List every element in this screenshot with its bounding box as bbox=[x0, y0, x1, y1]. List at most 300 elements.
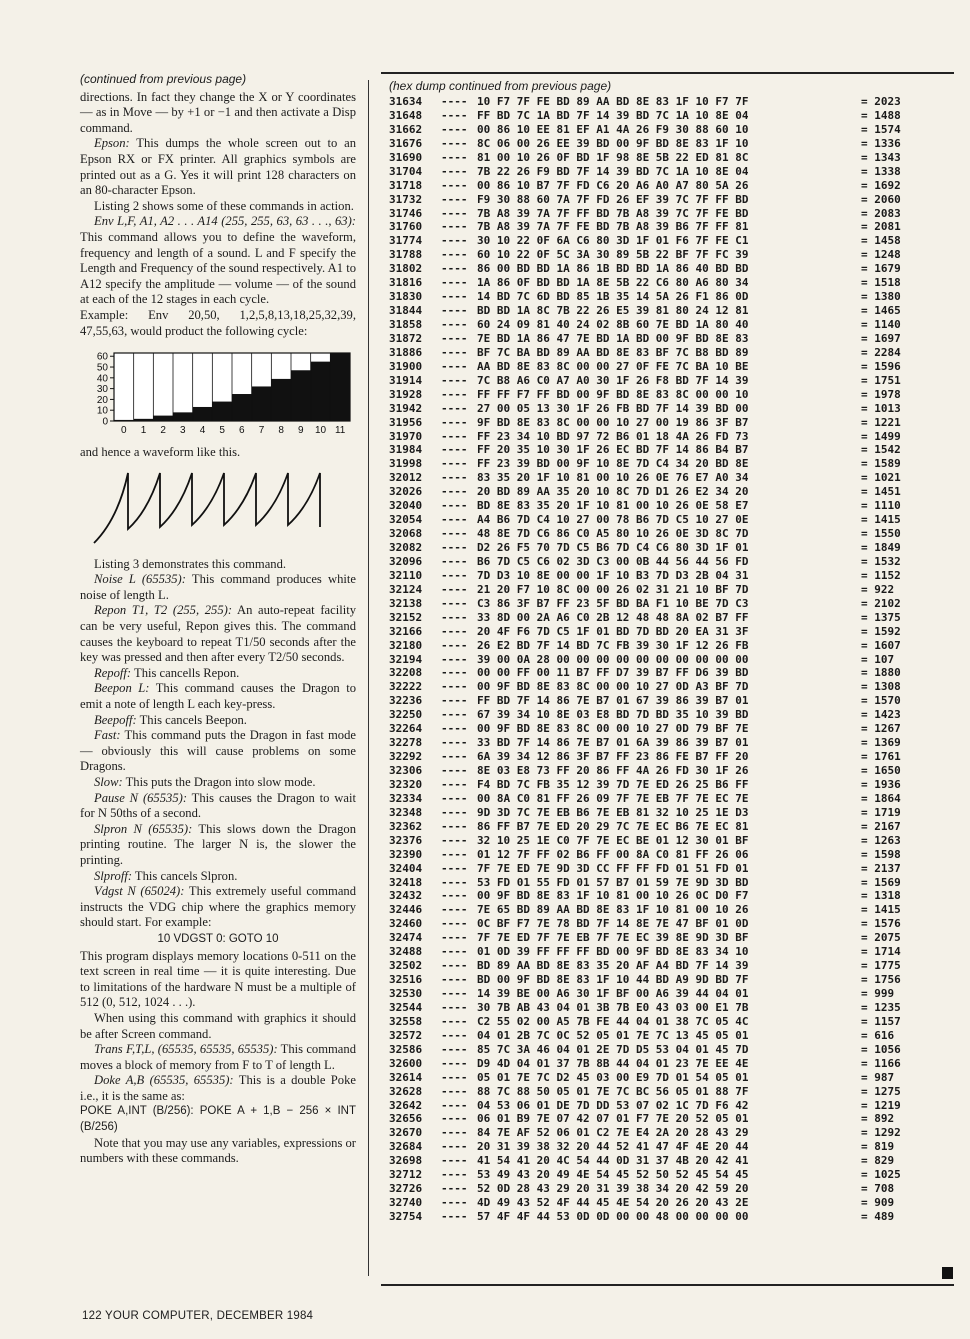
row-separator: ---- bbox=[441, 1168, 468, 1182]
row-separator: ---- bbox=[441, 164, 468, 178]
row-separator: ---- bbox=[441, 1084, 468, 1098]
row-checksum: = 1318 bbox=[861, 889, 901, 903]
command-name: Slow: bbox=[94, 775, 123, 789]
row-address: 32278 bbox=[389, 736, 423, 750]
row-bytes: 7C B8 A6 C0 A7 A0 30 1F 26 F8 BD 7F 14 39 bbox=[477, 373, 749, 387]
row-bytes: 9F BD 8E 83 8C 00 00 10 27 00 19 86 3F B7 bbox=[477, 415, 749, 429]
row-checksum: = 1415 bbox=[861, 903, 901, 917]
row-checksum: = 922 bbox=[861, 582, 895, 596]
row-checksum: = 1263 bbox=[861, 833, 901, 847]
row-bytes: 21 20 F7 10 8C 00 00 26 02 31 21 10 BF 7D bbox=[477, 582, 749, 596]
row-checksum: = 1013 bbox=[861, 401, 901, 415]
row-bytes: FF BD 7C 1A BD 7F 14 39 BD 7C 1A 10 8E 04 bbox=[477, 108, 749, 122]
page-footer: 122 YOUR COMPUTER, DECEMBER 1984 bbox=[82, 1310, 314, 1322]
row-checksum: = 1336 bbox=[861, 136, 901, 150]
row-bytes: 48 8E 7D C6 86 C0 A5 80 10 26 0E 3D 8C 7D bbox=[477, 527, 749, 541]
command-desc: This command moves a block of memory from F to T of length L. bbox=[80, 1042, 356, 1072]
hex-dump-row bbox=[389, 402, 954, 416]
row-address: 32404 bbox=[389, 861, 423, 875]
row-checksum: = 1458 bbox=[861, 234, 901, 248]
row-bytes: B6 7D C5 C6 02 3D C3 00 0B 44 56 44 56 FD bbox=[477, 554, 749, 568]
command-name: Epson: bbox=[94, 136, 130, 151]
row-separator: ---- bbox=[441, 234, 468, 248]
x-tick-label: 5 bbox=[219, 425, 225, 437]
row-address: 32152 bbox=[389, 610, 423, 624]
hex-dump-row bbox=[389, 430, 954, 444]
hex-dump-row bbox=[389, 820, 954, 834]
row-checksum: = 1248 bbox=[861, 248, 901, 262]
hex-dump-row bbox=[389, 416, 954, 430]
row-address: 32292 bbox=[389, 750, 423, 764]
hex-dump-row bbox=[389, 276, 954, 290]
row-address: 31886 bbox=[389, 345, 423, 359]
row-checksum: = 1423 bbox=[861, 708, 901, 722]
row-checksum: = 1219 bbox=[861, 1098, 901, 1112]
x-tick-label: 7 bbox=[258, 425, 265, 437]
beepoff-entry bbox=[80, 713, 356, 729]
row-bytes: 7B A8 39 7A 7F FF BD 7B A8 39 7C 7F FE BD bbox=[477, 206, 749, 220]
command-name: Vdgst N (65024): bbox=[94, 884, 185, 899]
command-desc: This dumps the whole screen out to an Epson RX or FX printer. All graphics symbols are printed out as a G. Yes it will print 128 characters on an 80-character Epson. bbox=[80, 136, 356, 198]
hex-dump-row bbox=[389, 1168, 954, 1182]
bar bbox=[252, 387, 272, 422]
row-separator: ---- bbox=[441, 401, 468, 415]
row-address: 32026 bbox=[389, 485, 423, 499]
row-separator: ---- bbox=[441, 791, 468, 805]
hex-dump-row bbox=[389, 931, 954, 945]
row-separator: ---- bbox=[441, 722, 468, 736]
sawtooth-waveform-figure bbox=[90, 467, 340, 547]
row-checksum: = 1308 bbox=[861, 680, 901, 694]
row-bytes: 83 35 20 1F 10 81 00 10 26 0E 76 E7 A0 34 bbox=[477, 471, 749, 485]
article-text-column bbox=[80, 72, 356, 1167]
hex-dump-row bbox=[389, 876, 954, 890]
row-bytes: 33 8D 00 2A A6 C0 2B 12 48 48 8A 02 B7 FF bbox=[477, 610, 749, 624]
row-address: 31844 bbox=[389, 304, 423, 318]
hex-dump-row bbox=[389, 1001, 954, 1015]
bottom-rule bbox=[381, 1284, 954, 1286]
row-bytes: 33 BD 7F 14 86 7E B7 01 6A 39 86 39 B7 01 bbox=[477, 736, 749, 750]
hex-dump-row bbox=[389, 959, 954, 973]
command-desc: This slows down the Dragon printing routine. The larger N is, the slower the printing. bbox=[80, 821, 356, 867]
hex-dump-row bbox=[389, 1029, 954, 1043]
row-separator: ---- bbox=[441, 443, 468, 457]
hex-dump-row bbox=[389, 1126, 954, 1140]
row-address: 32712 bbox=[389, 1168, 423, 1182]
row-bytes: 14 BD 7C 6D BD 85 1B 35 14 5A 26 F1 86 0D bbox=[477, 290, 749, 304]
command-name: Env L,F, A1, A2 . . . A14 (255, 255, 63, 63 . . ., 63): bbox=[94, 214, 356, 229]
row-separator: ---- bbox=[441, 220, 468, 234]
command-name: Noise L (65535): bbox=[94, 572, 186, 587]
row-bytes: BD BD 1A 8C 7B 22 26 E5 39 81 80 24 12 81 bbox=[477, 304, 749, 318]
row-checksum: = 1056 bbox=[861, 1042, 901, 1056]
example-paragraph: Example: Env 20,50, 1,2,5,8,13,18,25,32,39, 47,55,63, would product the following cycle: bbox=[80, 307, 356, 338]
row-address: 31676 bbox=[389, 136, 423, 150]
row-address: 32726 bbox=[389, 1182, 423, 1196]
row-bytes: 8E 03 E8 73 FF 20 86 FF 4A 26 FD 30 1F 26 bbox=[477, 764, 749, 777]
row-address: 32068 bbox=[389, 527, 423, 541]
row-separator: ---- bbox=[441, 680, 468, 694]
row-separator: ---- bbox=[441, 777, 468, 791]
row-bytes: BD 89 AA BD 8E 83 35 20 AF A4 BD 7F 14 39 bbox=[477, 959, 749, 973]
row-separator: ---- bbox=[441, 276, 468, 290]
row-separator: ---- bbox=[441, 122, 468, 136]
hex-dump-row bbox=[389, 541, 954, 555]
row-checksum: = 1607 bbox=[861, 638, 901, 652]
row-checksum: = 1518 bbox=[861, 276, 901, 290]
row-separator: ---- bbox=[441, 499, 468, 513]
hex-dump-row bbox=[389, 193, 954, 207]
row-checksum: = 2075 bbox=[861, 931, 901, 945]
row-checksum: = 1221 bbox=[861, 415, 901, 429]
row-checksum: = 2023 bbox=[861, 95, 901, 108]
row-address: 32684 bbox=[389, 1140, 423, 1154]
row-address: 32208 bbox=[389, 666, 423, 680]
bar bbox=[311, 362, 331, 421]
row-address: 32432 bbox=[389, 889, 423, 903]
row-checksum: = 1338 bbox=[861, 164, 901, 178]
waveform-caption: and hence a waveform like this. bbox=[80, 445, 241, 460]
hex-dump-row bbox=[389, 903, 954, 917]
hex-dump-row bbox=[389, 708, 954, 722]
x-tick-label: 3 bbox=[180, 425, 186, 437]
row-checksum: = 892 bbox=[861, 1112, 895, 1126]
row-checksum: = 1756 bbox=[861, 973, 901, 987]
row-address: 32222 bbox=[389, 680, 423, 694]
row-address: 32474 bbox=[389, 931, 423, 945]
row-separator: ---- bbox=[441, 596, 468, 610]
row-address: 32502 bbox=[389, 959, 423, 973]
row-checksum: = 1267 bbox=[861, 722, 901, 736]
row-address: 32362 bbox=[389, 819, 423, 833]
row-checksum: = 1343 bbox=[861, 150, 901, 164]
hex-dump-row bbox=[389, 945, 954, 959]
hex-dump-row bbox=[389, 750, 954, 764]
row-separator: ---- bbox=[441, 1000, 468, 1014]
hex-dump-row bbox=[389, 248, 954, 262]
bar bbox=[232, 394, 252, 421]
row-bytes: 7E 65 BD 89 AA BD 8E 83 1F 10 81 00 10 26 bbox=[477, 903, 749, 917]
hex-dump-row bbox=[389, 778, 954, 792]
row-separator: ---- bbox=[441, 387, 468, 401]
row-checksum: = 1679 bbox=[861, 262, 901, 276]
row-checksum: = 489 bbox=[861, 1210, 895, 1223]
row-bytes: D9 4D 04 01 37 7B 8B 44 04 01 23 7E EE 4E bbox=[477, 1056, 749, 1070]
bar bbox=[212, 402, 232, 421]
row-checksum: = 1570 bbox=[861, 694, 901, 708]
row-separator: ---- bbox=[441, 485, 468, 499]
row-address: 32544 bbox=[389, 1000, 423, 1014]
row-address: 32236 bbox=[389, 694, 423, 708]
hex-dump-row bbox=[389, 666, 954, 680]
row-address: 32754 bbox=[389, 1210, 423, 1223]
row-address: 32110 bbox=[389, 568, 423, 582]
row-bytes: FF 23 34 10 BD 97 72 B6 01 18 4A 26 FD 73 bbox=[477, 429, 749, 443]
row-separator: ---- bbox=[441, 931, 468, 945]
command-desc: This puts the Dragon into slow mode. bbox=[122, 775, 316, 789]
x-tick-label: 10 bbox=[314, 425, 327, 437]
row-address: 31746 bbox=[389, 206, 423, 220]
hex-dump-row bbox=[389, 1043, 954, 1057]
row-separator: ---- bbox=[441, 805, 468, 819]
hex-dump-row bbox=[389, 360, 954, 374]
row-address: 31788 bbox=[389, 248, 423, 262]
row-checksum: = 1576 bbox=[861, 917, 901, 931]
hex-dump-row bbox=[389, 457, 954, 471]
slow-entry bbox=[80, 775, 356, 791]
top-rule bbox=[381, 72, 954, 74]
hex-dump-row bbox=[389, 443, 954, 457]
row-address: 32306 bbox=[389, 764, 423, 777]
hex-dump-row bbox=[389, 109, 954, 123]
row-checksum: = 1021 bbox=[861, 471, 901, 485]
row-bytes: 39 00 0A 28 00 00 00 00 00 00 00 00 00 00 bbox=[477, 652, 749, 666]
hex-dump-row bbox=[389, 151, 954, 165]
row-address: 31942 bbox=[389, 401, 423, 415]
row-separator: ---- bbox=[441, 248, 468, 262]
poke-equivalent-code: POKE A,INT (B/256): POKE A + 1,B − 256 × INT (B/256) bbox=[80, 1105, 356, 1134]
row-separator: ---- bbox=[441, 1182, 468, 1196]
row-separator: ---- bbox=[441, 136, 468, 150]
row-separator: ---- bbox=[441, 889, 468, 903]
hex-dump-row bbox=[389, 137, 954, 151]
row-bytes: 1A 86 0F BD BD 1A 8E 5B 22 C6 80 A6 80 34 bbox=[477, 276, 749, 290]
row-separator: ---- bbox=[441, 1056, 468, 1070]
row-address: 32054 bbox=[389, 513, 423, 527]
command-desc: This cancels Slpron. bbox=[132, 868, 238, 883]
row-checksum: = 1697 bbox=[861, 331, 901, 345]
row-checksum: = 1542 bbox=[861, 443, 901, 457]
row-bytes: 6A 39 34 12 86 3F B7 FF 23 86 FE B7 FF 20 bbox=[477, 750, 749, 764]
row-bytes: 32 10 25 1E C0 7F 7E EC BE 01 12 30 01 BF bbox=[477, 833, 749, 847]
hex-dump-row bbox=[389, 165, 954, 179]
repon-entry bbox=[80, 603, 356, 665]
row-checksum: = 107 bbox=[861, 652, 895, 666]
row-separator: ---- bbox=[441, 624, 468, 638]
row-separator: ---- bbox=[441, 959, 468, 973]
hex-dump-row bbox=[389, 987, 954, 1001]
row-checksum: = 1369 bbox=[861, 736, 901, 750]
row-separator: ---- bbox=[441, 945, 468, 959]
command-desc: An auto-repeat facility can be very useful, Repon gives this. The command causes the keyboard to repeat T1/50 seconds after the key was pressed and then after every T2/50 seconds. bbox=[80, 603, 356, 665]
row-separator: ---- bbox=[441, 150, 468, 164]
row-bytes: FF FF F7 FF BD 00 9F BD 8E 83 8C 00 00 10 bbox=[477, 387, 749, 401]
row-separator: ---- bbox=[441, 1042, 468, 1056]
row-separator: ---- bbox=[441, 178, 468, 192]
x-tick-label: 4 bbox=[199, 425, 206, 437]
row-address: 31956 bbox=[389, 415, 423, 429]
hex-dump-row bbox=[389, 179, 954, 193]
row-separator: ---- bbox=[441, 847, 468, 861]
hex-dump-row bbox=[389, 611, 954, 625]
row-bytes: 0C BF F7 7E 78 BD 7F 14 8E 7E 47 BF 01 0D bbox=[477, 917, 749, 931]
row-checksum: = 1650 bbox=[861, 764, 901, 777]
row-bytes: 14 39 BE 00 A6 30 1F BF 00 A6 39 44 04 01 bbox=[477, 987, 749, 1000]
row-address: 31732 bbox=[389, 192, 423, 206]
row-separator: ---- bbox=[441, 764, 468, 777]
row-bytes: 00 9F BD 8E 83 8C 00 00 10 27 0D 79 BF 7E bbox=[477, 722, 749, 736]
hex-dump-listing bbox=[389, 95, 954, 1224]
slpron-entry bbox=[80, 822, 356, 869]
hex-dump-row bbox=[389, 806, 954, 820]
row-checksum: = 1451 bbox=[861, 485, 901, 499]
row-checksum: = 2284 bbox=[861, 345, 901, 359]
noise-entry bbox=[80, 572, 356, 603]
row-bytes: A4 B6 7D C4 10 27 00 78 B6 7D C5 10 27 0E bbox=[477, 513, 749, 527]
row-bytes: 04 01 2B 7C 0C 52 05 01 7E 7C 13 45 05 01 bbox=[477, 1028, 749, 1042]
hex-dump-row bbox=[389, 1154, 954, 1168]
epson-entry bbox=[80, 136, 356, 198]
row-bytes: 01 0D 39 FF FF FF BD 00 9F BD 8E 83 34 10 bbox=[477, 945, 749, 959]
hex-dump-row bbox=[389, 889, 954, 903]
command-name: Repon T1, T2 (255, 255): bbox=[94, 603, 233, 618]
row-address: 32558 bbox=[389, 1014, 423, 1028]
row-separator: ---- bbox=[441, 541, 468, 554]
row-checksum: = 1936 bbox=[861, 777, 901, 791]
hex-dump-row bbox=[389, 332, 954, 346]
y-tick-label: 20 bbox=[96, 395, 108, 407]
hex-dump-row bbox=[389, 388, 954, 402]
command-name: Pause N (65535): bbox=[94, 790, 188, 805]
row-bytes: 00 9F BD 8E 83 8C 00 00 10 27 0D A3 BF 7D bbox=[477, 680, 749, 694]
row-separator: ---- bbox=[441, 457, 468, 471]
row-address: 32628 bbox=[389, 1084, 423, 1098]
row-address: 32166 bbox=[389, 624, 423, 638]
hex-dump-row bbox=[389, 1057, 954, 1071]
row-separator: ---- bbox=[441, 1098, 468, 1112]
row-address: 32642 bbox=[389, 1098, 423, 1112]
row-bytes: 7B 22 26 F9 BD 7F 14 39 BD 7C 1A 10 8E 04 bbox=[477, 164, 749, 178]
row-separator: ---- bbox=[441, 1070, 468, 1084]
row-checksum: = 1152 bbox=[861, 568, 901, 582]
fast-entry bbox=[80, 728, 356, 775]
command-desc: This causes the Dragon to wait for N 50ths of a second. bbox=[80, 790, 356, 821]
row-checksum: = 1574 bbox=[861, 122, 901, 136]
row-separator: ---- bbox=[441, 694, 468, 708]
row-checksum: = 1532 bbox=[861, 554, 901, 568]
row-separator: ---- bbox=[441, 262, 468, 276]
row-separator: ---- bbox=[441, 582, 468, 596]
command-name: Slpron N (65535): bbox=[94, 821, 193, 836]
row-address: 32516 bbox=[389, 973, 423, 987]
bar bbox=[271, 379, 291, 421]
row-separator: ---- bbox=[441, 345, 468, 359]
row-separator: ---- bbox=[441, 373, 468, 387]
row-checksum: = 2083 bbox=[861, 206, 901, 220]
row-bytes: 26 E2 BD 7F 14 BD 7C FB 39 30 1F 12 26 FB bbox=[477, 638, 749, 652]
row-separator: ---- bbox=[441, 1028, 468, 1042]
row-bytes: 60 24 09 81 40 24 02 8B 60 7E BD 1A 80 40 bbox=[477, 318, 749, 331]
row-checksum: = 1375 bbox=[861, 610, 901, 624]
hex-dump-row bbox=[389, 318, 954, 332]
row-bytes: BF 7C BA BD 89 AA BD 8E 83 BF 7C B8 BD 89 bbox=[477, 345, 749, 359]
hex-dump-row bbox=[389, 304, 954, 318]
row-bytes: 04 53 06 01 DE 7D DD 53 07 02 1C 7D F6 42 bbox=[477, 1098, 749, 1112]
row-separator: ---- bbox=[441, 666, 468, 680]
x-tick-label: 1 bbox=[140, 425, 147, 437]
hex-dump-row bbox=[389, 639, 954, 653]
row-bytes: FF 20 35 10 30 1F 26 EC BD 7F 14 86 B4 B7 bbox=[477, 443, 749, 457]
row-bytes: 81 00 10 26 0F BD 1F 98 8E 5B 22 ED 81 8C bbox=[477, 150, 749, 164]
hex-dump-row bbox=[389, 499, 954, 513]
y-tick-label: 0 bbox=[102, 416, 108, 428]
row-address: 31648 bbox=[389, 108, 423, 122]
row-address: 32376 bbox=[389, 833, 423, 847]
row-checksum: = 819 bbox=[861, 1140, 895, 1154]
y-tick-label: 30 bbox=[96, 384, 108, 396]
row-address: 31690 bbox=[389, 150, 423, 164]
row-separator: ---- bbox=[441, 750, 468, 764]
hex-dump-row bbox=[389, 262, 954, 276]
row-bytes: FF 23 39 BD 00 9F 10 8E 7D C4 34 20 BD 8E bbox=[477, 457, 749, 471]
row-address: 32446 bbox=[389, 903, 423, 917]
y-tick-label: 60 bbox=[96, 351, 108, 363]
row-address: 31802 bbox=[389, 262, 423, 276]
row-checksum: = 2167 bbox=[861, 819, 901, 833]
hex-dump-row bbox=[389, 485, 954, 499]
row-bytes: 7F 7E ED 7F 7E EB 7F 7E EC 39 8E 9D 3D BF bbox=[477, 931, 749, 945]
command-desc: This command causes the Dragon to emit a note of length L each key-press. bbox=[80, 681, 356, 712]
hex-dump-header: (hex dump continued from previous page) bbox=[389, 79, 612, 93]
row-separator: ---- bbox=[441, 304, 468, 318]
bar bbox=[193, 407, 213, 421]
row-checksum: = 829 bbox=[861, 1154, 895, 1168]
hex-dump-row bbox=[389, 513, 954, 527]
row-bytes: BD 8E 83 35 20 1F 10 81 00 10 26 0E 58 E7 bbox=[477, 499, 749, 513]
row-address: 32082 bbox=[389, 541, 423, 554]
row-bytes: 00 00 FF 00 11 B7 FF D7 39 B7 FF D6 39 BD bbox=[477, 666, 749, 680]
x-tick-label: 9 bbox=[298, 425, 304, 437]
row-address: 32348 bbox=[389, 805, 423, 819]
env-entry bbox=[80, 214, 356, 308]
hex-dump-row bbox=[389, 862, 954, 876]
row-separator: ---- bbox=[441, 471, 468, 485]
command-desc: This cancells Repon. bbox=[131, 665, 240, 680]
row-address: 32488 bbox=[389, 945, 423, 959]
row-separator: ---- bbox=[441, 290, 468, 304]
row-checksum: = 2060 bbox=[861, 192, 901, 206]
row-address: 32264 bbox=[389, 722, 423, 736]
row-bytes: 06 01 B9 7E 07 42 07 01 F7 7E 20 52 05 01 bbox=[477, 1112, 749, 1126]
hex-dump-row bbox=[389, 736, 954, 750]
row-bytes: BD 00 9F BD 8E 83 1F 10 44 BD A9 9D BD 7F bbox=[477, 973, 749, 987]
row-checksum: = 1292 bbox=[861, 1126, 901, 1140]
row-address: 32096 bbox=[389, 554, 423, 568]
command-desc: This extremely useful command instructs the VDG chip where the graphics memory should start. For example: bbox=[80, 884, 356, 930]
row-address: 31872 bbox=[389, 331, 423, 345]
hex-dump-row bbox=[389, 722, 954, 736]
bar bbox=[173, 412, 193, 421]
row-bytes: 60 10 22 0F 5C 3A 30 89 5B 22 BF 7F FC 39 bbox=[477, 248, 749, 262]
hex-dump-row bbox=[389, 625, 954, 639]
row-separator: ---- bbox=[441, 1112, 468, 1126]
row-separator: ---- bbox=[441, 917, 468, 931]
row-checksum: = 1235 bbox=[861, 1000, 901, 1014]
row-address: 32180 bbox=[389, 638, 423, 652]
row-separator: ---- bbox=[441, 736, 468, 750]
command-name: Trans F,T,L, (65535, 65535, 65535): bbox=[94, 1042, 278, 1057]
hex-dump-row bbox=[389, 290, 954, 304]
row-address: 31774 bbox=[389, 234, 423, 248]
row-address: 32250 bbox=[389, 708, 423, 722]
row-checksum: = 2081 bbox=[861, 220, 901, 234]
row-bytes: 84 7E AF 52 06 01 C2 7E E4 2A 20 28 43 29 bbox=[477, 1126, 749, 1140]
row-address: 32040 bbox=[389, 499, 423, 513]
row-address: 31760 bbox=[389, 220, 423, 234]
row-address: 32586 bbox=[389, 1042, 423, 1056]
row-separator: ---- bbox=[441, 108, 468, 122]
row-bytes: 00 86 10 EE 81 EF A1 4A 26 F9 30 88 60 10 bbox=[477, 122, 749, 136]
